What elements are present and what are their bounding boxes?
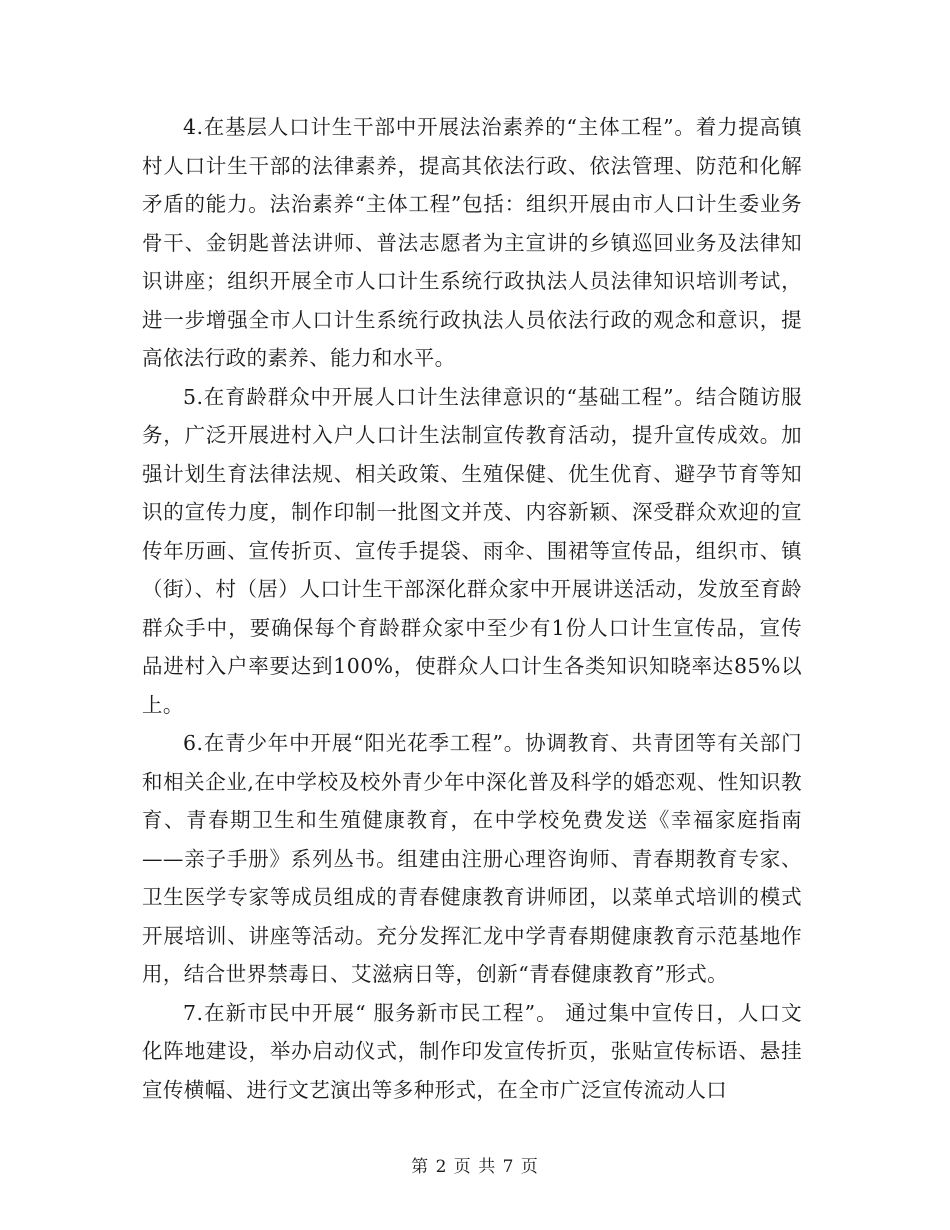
paragraph-4: 4.在基层人口计生干部中开展法治素养的“主体工程”。着力提高镇村人口计生干部的法律素养，提高其依法行政、依法管理、防范和化解矛盾的能力。法治素养“主体工程”包括：组织开展由市人口计生委业务骨干、金钥匙普法讲师、普法志愿者为主宣讲的乡镇巡回业务及法律知识讲座；组织开展全市人口计生系统行政执法人员法律知识培训考试，进一步增强全市人口计生系统行政执法人员依法行政的观念和意识，提高依法行政的素养、能力和水平。 xyxy=(142,115,802,370)
paragraph-5: 5.在育龄群众中开展人口计生法律意识的“基础工程”。结合随访服务，广泛开展进村入户人口计生法制宣传教育活动，提升宣传成效。加强计划生育法律法规、相关政策、生殖保健、优生优育、避孕节育等知识的宣传力度，制作印制一批图文并茂、内容新颖、深受群众欢迎的宣传年历画、宣传折页、宣传手提袋、雨伞、围裙等宣传品，组织市、镇（街）、村（居）人口计生干部深化群众家中开展讲送活动，发放至育龄群众手中，要确保每个育龄群众家中至少有1份人口计生宣传品，宣传品进村入户率要达到100%，使群众人口计生各类知识知晓率达85%以上。 xyxy=(142,384,802,717)
page-number-footer: 第 2 页 共 7 页 xyxy=(411,1157,539,1177)
paragraph-6: 6.在青少年中开展“阳光花季工程”。协调教育、共青团等有关部门和相关企业,在中学校及校外青少年中深化普及科学的婚恋观、性知识教育、青春期卫生和生殖健康教育，在中学校免费发送《幸福家庭指南——亲子手册》系列丛书。组建由注册心理咨询师、青春期教育专家、卫生医学专家等成员组成的青春健康教育讲师团，以菜单式培训的模式开展培训、讲座等活动。充分发挥汇龙中学青春期健康教育示范基地作用，结合世界禁毒日、艾滋病日等，创新“青春健康教育”形式。 xyxy=(142,731,802,986)
document-body xyxy=(142,108,802,1109)
paragraph-7: 7.在新市民中开展“ 服务新市民工程”。 通过集中宣传日，人口文化阵地建设，举办启动仪式，制作印发宣传折页，张贴宣传标语、悬挂宣传横幅、进行文艺演出等多种形式，在全市广泛宣传流动人口 xyxy=(142,1000,802,1102)
